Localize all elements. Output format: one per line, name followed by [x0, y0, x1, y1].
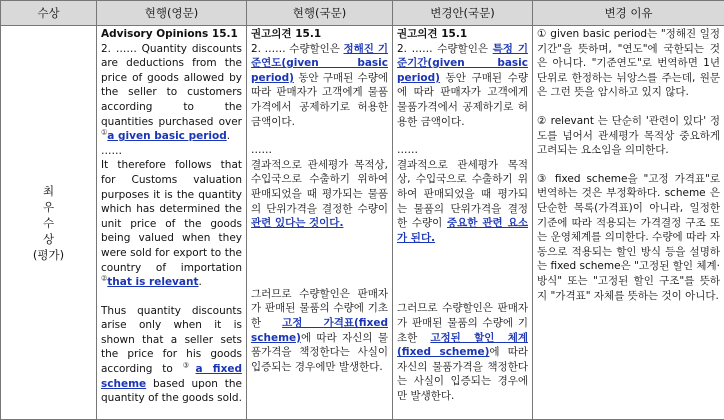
- reason-cell: [533, 26, 724, 420]
- reason-2: ② relevant 는 단순히 '관련이 있다' 정도를 넘어서 관세평가 목적상 중요하게 고려되는 요소임을 의미한다.: [537, 114, 720, 157]
- current-ko-paragraph-2: 결과적으로 관세평가 목적상, 수입국으로 수출하기 위하여 판매되었을 때 평가되는 물품의 단위가격을 결정한 수량이 관련 있다는 것이다.: [251, 158, 388, 230]
- proposed-ko-paragraph-2: 결과적으로 관세평가 목적상, 수입국으로 수출하기 위하여 판매되었을 때 평가되는 물품의 단위가격을 결정한 수량이 중요한 관련 요소가 된다.: [397, 158, 528, 244]
- current-ko-paragraph-3: 그러므로 수량할인은 판매자가 판매된 물품의 수량에 기초한 고정 가격표(fixed scheme)에 따라 자신의 물품가격을 책정한다는 사실이 입증되는 경우에만 발생한다.: [251, 287, 388, 373]
- proposed-korean-cell: [393, 26, 533, 420]
- proposed-ko-title: 권고의견 15.1: [397, 28, 468, 40]
- english-cell: [97, 26, 247, 420]
- header-award: 수상: [1, 1, 97, 26]
- award-line: 우: [42, 199, 55, 214]
- current-ko-title: 권고의견 15.1: [251, 28, 322, 40]
- award-line: 상: [42, 231, 55, 246]
- reason-1: ① given basic period는 "정해진 일정 기간"을 뜻하며, "연도"에 국한되는 것은 아니다. "기준연도"로 번역하면 1년 단위로 한정하는 뉘앙스를 주는데, 원문은 그런 뜻을 암시하고 있지 않다.: [537, 28, 720, 99]
- english-paragraph-2: It therefore follows that for Customs valuation purposes it is the quantity which has determined the unit price of the goods being valued when they were sold for export to the country of importation ②that is relevant.: [101, 159, 242, 289]
- highlight-given-basic-period: a given basic period: [107, 130, 227, 143]
- highlight-current-basic-period: 정해진 기준연도(given basic period): [251, 42, 388, 84]
- highlight-current-fixed-scheme: 고정 가격표(fixed scheme): [251, 316, 388, 344]
- header-reason: 변경 이유: [533, 1, 724, 26]
- english-paragraph-1: 2. …… Quantity discounts are deductions from the price of goods allowed by the seller to customers according to the quantities purchased over ①a given basic period.: [101, 42, 242, 143]
- award-cell: [1, 26, 97, 420]
- highlight-current-relevant: 관련 있다는 것이다.: [251, 217, 344, 230]
- header-proposed-korean: 변경안(국문): [393, 1, 533, 26]
- current-ko-ellipsis: ……: [251, 144, 272, 157]
- award-line: 수: [42, 215, 55, 230]
- current-korean-cell: [247, 26, 393, 420]
- highlight-fixed-scheme: a fixed scheme: [101, 363, 242, 390]
- highlight-proposed-basic-period: 특정 기준기간(given basic period): [397, 42, 528, 84]
- english-ellipsis: ……: [101, 144, 122, 157]
- proposed-ko-paragraph-1: 2. …… 수량할인은 특정 기준기간(given basic period) 동안 구매된 수량에 따라 판매자가 고객에게 물품가격에서 공제하기로 허용한 금액이다.: [397, 42, 528, 128]
- award-line: (평가): [32, 247, 65, 262]
- header-current-korean: 현행(국문): [247, 1, 393, 26]
- award-line: 최: [42, 183, 55, 198]
- english-paragraph-3: Thus quantity discounts arise only when it is shown that a seller sets the price for his goods according to ③a fixed scheme based upon the quantity of the goods sold.: [101, 304, 242, 405]
- highlight-proposed-fixed-scheme: 고정된 할인 체계(fixed scheme): [397, 331, 528, 359]
- proposed-ko-ellipsis: ……: [397, 144, 418, 157]
- header-row: [1, 1, 724, 26]
- content-row: [1, 26, 724, 420]
- header-current-english: 현행(영문): [97, 1, 247, 26]
- current-ko-paragraph-1: 2. …… 수량할인은 정해진 기준연도(given basic period) 동안 구매된 수량에 따라 판매자가 고객에게 물품가격에서 공제하기로 허용한 금액이다.: [251, 42, 388, 128]
- highlight-proposed-relevant: 중요한 관련 요소가 된다.: [397, 217, 528, 244]
- english-title: Advisory Opinions 15.1: [101, 28, 238, 40]
- proposed-ko-paragraph-3: 그러므로 수량할인은 판매자가 판매된 물품의 수량에 기초한 고정된 할인 체계(fixed scheme)에 따라 자신의 물품가격을 책정한다는 사실이 입증되는 경우에만 발생한다.: [397, 302, 528, 402]
- reason-3: ③ fixed scheme을 "고정 가격표"로 번역하는 것은 부정확하다. scheme 은 단순한 목록(가격표)이 아니라, 일정한 기준에 따라 적용되는 가격결정 구조 또는 운영체계를 의미한다. 수량에 따라 자동으로 적용되는 할인 방식 등을 설명하는 fixed scheme은 "고정된 할인 체계·방식" 또는 "고정된 할인 구조"를 뜻하지 "가격표" 자체를 뜻하는 것이 아니다.: [537, 172, 720, 302]
- highlight-that-is-relevant: that is relevant: [107, 276, 199, 289]
